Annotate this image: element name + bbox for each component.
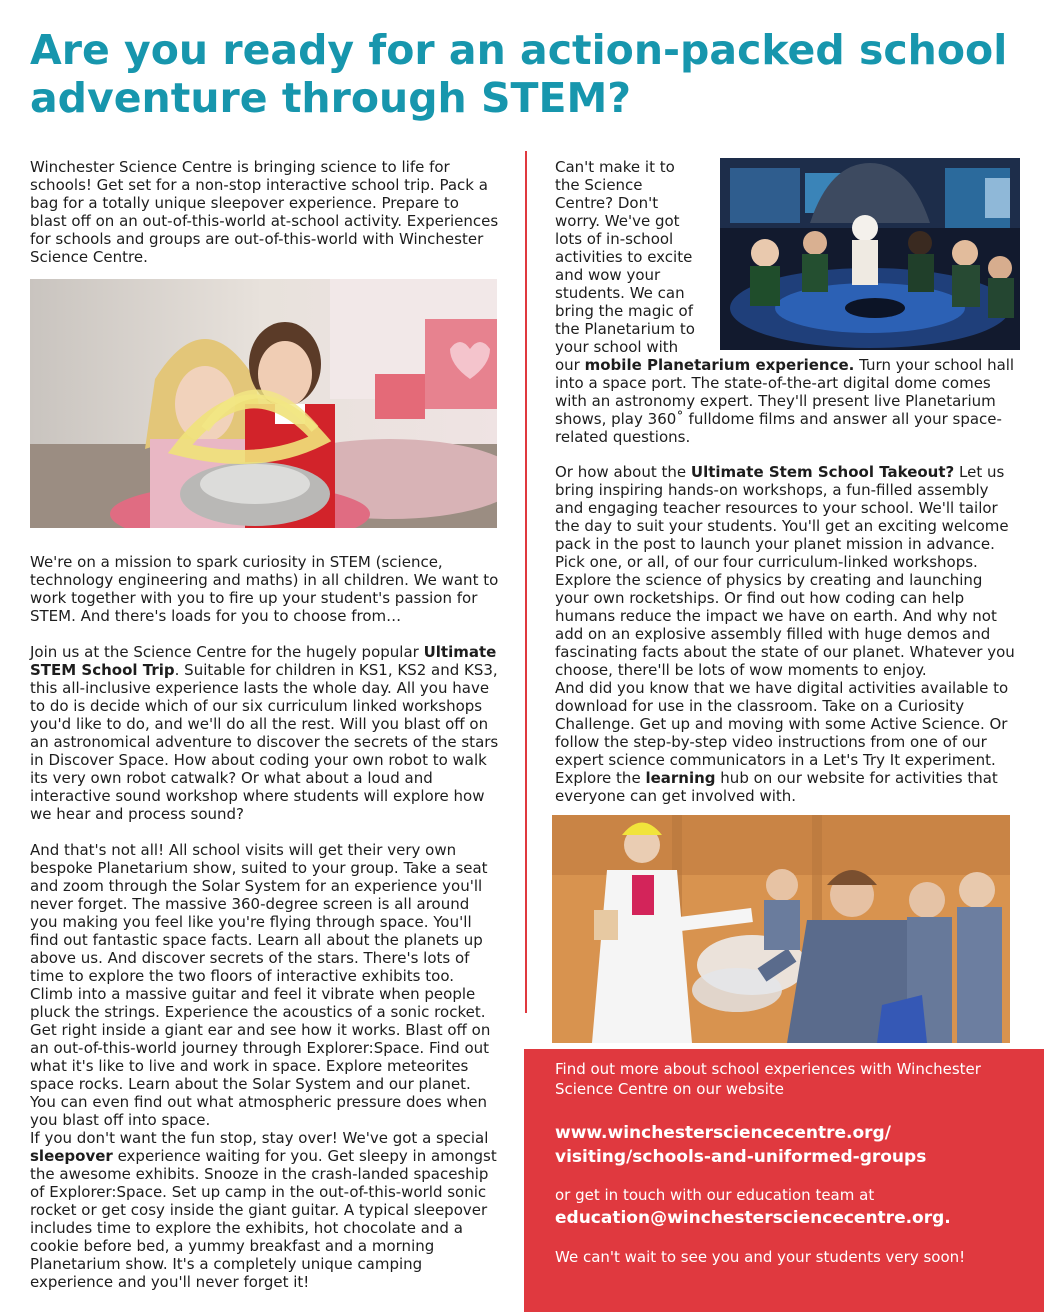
- mobile-planetarium-paragraph: Can't make it to the Science Centre? Don't worry. We've got lots of in-school activities to excite and wow your students. We can bring the magic of the Planetarium to your school with our mobile Planetarium experience. Turn your school hall into a space port. The state-of-the-art digital dome comes with an astronomy expert. They'll present live Planetarium shows, play 360˚ fulldome films and answer all your space-related questions.: [555, 158, 1015, 446]
- photo-children-planetarium: [720, 158, 1020, 350]
- education-email-link[interactable]: education@winchestersciencecentre.org.: [555, 1208, 951, 1228]
- cta-contact-text: or get in touch with our education team at: [555, 1186, 875, 1204]
- cta-intro: Find out more about school experiences with Winchester Science Centre on our website: [555, 1060, 981, 1098]
- headline-line-2: adventure through STEM?: [30, 74, 632, 122]
- right-column-top: [555, 158, 1015, 446]
- photo-science-demo: [552, 815, 1010, 1043]
- intro-paragraph: Winchester Science Centre is bringing science to life for schools! Get set for a non-stop interactive school trip. Pack a bag for a totally unique sleepover experience. Prepare to blast off on an out-of-this-world at-school activity. Experiences for schools and groups are out-of-this-world with Winchester Science Centre.: [30, 158, 499, 266]
- column-divider: [525, 151, 527, 1013]
- contact-panel: [524, 1049, 1044, 1312]
- mission-paragraph: We're on a mission to spark curiosity in STEM (science, technology engineering and maths) in all children. We want to work together with you to fire up your student's passion for STEM. And there's loads for you to choose from…: [30, 553, 499, 625]
- takeout-paragraph: Or how about the Ultimate Stem School Takeout? Let us bring inspiring hands-on workshops, a fun-filled assembly and engaging teacher resources to your school. We'll tailor the day to suit your students. You'll get an exciting welcome pack in the post to launch your planet mission in advance. Pick one, or all, of our four curriculum-linked workshops. Explore the science of physics by creating and launching your own rocketships. Or find out how coding can help humans reduce the impact we have on earth. And why not add on an explosive assembly filled with huge demos and fascinating facts about the state of our planet. Whatever you choose, there'll be lots of wow moments to enjoy.: [555, 463, 1015, 679]
- ultimate-stem-school-takeout: Ultimate Stem School Takeout?: [690, 463, 955, 481]
- cta-closing: We can't wait to see you and your students very soon!: [555, 1248, 966, 1266]
- school-trip-paragraph: Join us at the Science Centre for the hugely popular Ultimate STEM School Trip. Suitable for children in KS1, KS2 and KS3, this all-inclusive experience lasts the whole day. All you have to do is decide which of our six curriculum linked workshops you'd like to do, and we'll do all the rest. Will you blast off on an astronomical adventure to discover the secrets of the stars in Discover Space. How about coding your own robot to walk its very own robot catwalk? Or what about a loud and interactive sound workshop where students will explore how we hear and process sound?: [30, 643, 499, 823]
- page-headline: [30, 26, 1020, 122]
- photo-girls-with-exhibit: [30, 279, 497, 528]
- headline-line-1: Are you ready for an action-packed school: [30, 26, 1008, 74]
- ultimate-stem-school-trip: Ultimate STEM School Trip: [30, 643, 497, 679]
- learning-bold: learning: [645, 769, 716, 787]
- website-link[interactable]: www.winchestersciencecentre.org/ visiting/schools-and-uniformed-groups: [555, 1123, 927, 1167]
- sleepover-paragraph: If you don't want the fun stop, stay over! We've got a special sleepover experience waiting for you. Get sleepy in amongst the awesome exhibits. Snooze in the crash-landed spaceship of Explorer:Space. Set up camp in the out-of-this-world sonic rocket or get cosy inside the giant guitar. A typical sleepover includes time to explore the exhibits, hot chocolate and a cookie before bed, a yummy breakfast and a morning Planetarium show. It's a completely unique camping experience and you'll never forget it!: [30, 1129, 497, 1291]
- mobile-planetarium-bold: mobile Planetarium experience.: [584, 356, 855, 374]
- planetarium-paragraph: And that's not all! All school visits will get their very own bespoke Planetarium show, suited to your group. Take a seat and zoom through the Solar System for an experience you'll never forget. The massive 360-degree screen is all around you making you feel like you're flying through space. You'll find out fantastic space facts. Learn all about the planets up above us. And discover secrets of the stars. There's lots of time to explore the two floors of interactive exhibits too. Climb into a massive guitar and feel it vibrate when people pluck the strings. Experience the acoustics of a sonic rocket. Get right inside a giant ear and see how it works. Blast off on an out-of-this-world journey through Explorer:Space. Find out what it's like to live and work in space. Explore meteorites space rocks. Learn about the Solar System and our planet. You can even find out what atmospheric pressure does when you blast off into space.: [30, 841, 491, 1129]
- digital-activities-paragraph: And did you know that we have digital activities available to download for use in the classroom. Take on a Curiosity Challenge. Get up and moving with some Active Science. Or follow the step-by-step video instructions from one of our expert science communicators in a Let's Try It experiment. Explore the learning hub on our website for activities that everyone can get involved with.: [555, 679, 1009, 805]
- sleepover-bold: sleepover: [30, 1147, 113, 1165]
